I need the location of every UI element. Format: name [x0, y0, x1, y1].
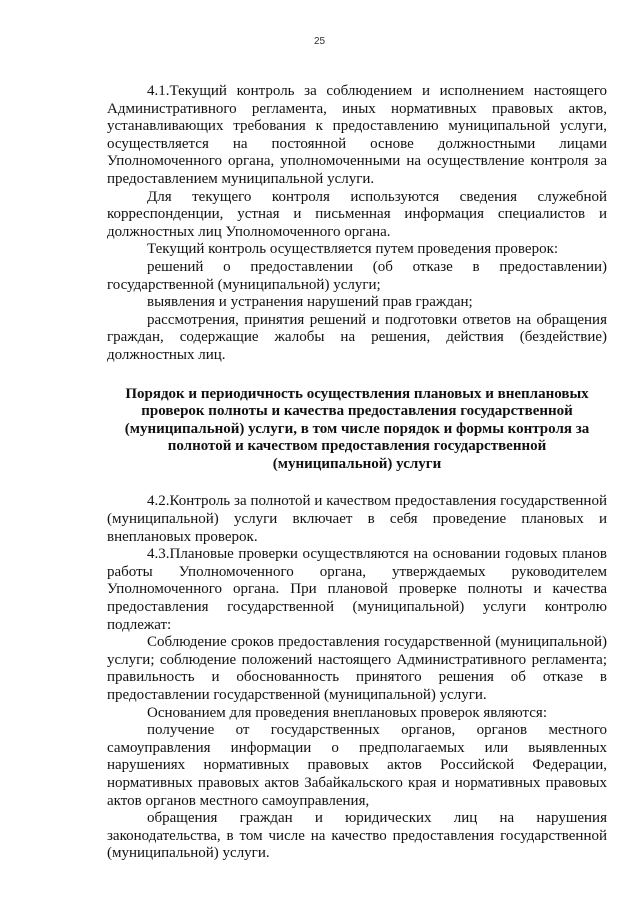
paragraph-decisions: решений о предоставлении (об отказе в предоставлении) государственной (муниципальной) услуги;	[107, 258, 607, 293]
paragraph-current-control-checks: Текущий контроль осуществляется путем проведения проверок:	[147, 241, 559, 258]
paragraph-4-1: 4.1.Текущий контроль за соблюдением и исполнением настоящего Административного регламента, иных нормативных правовых актов, устанавливающих требования к предоставлению муниципальной услуги, осуществляется на постоянной основе должностными лицами Уполномоченного органа, уполномоченными на осуществление контроля за предоставлением муниципальной услуги.	[107, 83, 607, 187]
paragraph-citizen-appeals: обращения граждан и юридических лиц на нарушения законодательства, в том числе на качество предоставления государственной (муниципальной) услуги.	[107, 810, 607, 862]
paragraph-control-subjects: Соблюдение сроков предоставления государственной (муниципальной) услуги; соблюдение положений настоящего Административного регламента; правильность и обоснованность принятого решения об отказе в предоставлении государственной (муниципальной) услуги.	[107, 634, 607, 703]
page-number: 25	[313, 36, 326, 47]
paragraph-violations: выявления и устранения нарушений прав граждан;	[147, 294, 473, 311]
document-body	[107, 83, 607, 863]
paragraph-4-2: 4.2.Контроль за полнотой и качеством предоставления государственной (муниципальной) услуги включает в себя проведение плановых и внеплановых проверок.	[107, 493, 607, 545]
paragraph-complaints: рассмотрения, принятия решений и подготовки ответов на обращения граждан, содержащие жалобы на решения, действия (бездействие) должностных лиц.	[107, 311, 607, 363]
paragraph-4-3: 4.3.Плановые проверки осуществляются на основании годовых планов работы Уполномоченного органа, утверждаемых руководителем Уполномоченного органа. При плановой проверке полноты и качества предоставления государственной (муниципальной) услуги контролю подлежат:	[107, 546, 607, 633]
paragraph-unplanned-grounds: Основанием для проведения внеплановых проверок являются:	[147, 704, 547, 721]
section-heading: Порядок и периодичность осуществления плановых и внеплановых проверок полноты и качества предоставления государственной (муниципальной) услуги, в том числе порядок и формы контроля за полнотой и качеством предоставления государственной (муниципальной) услуги	[124, 385, 590, 472]
paragraph-information-received: получение от государственных органов, органов местного самоуправления информации о предполагаемых или выявленных нарушениях нормативных правовых актов Российской Федерации, нормативных правовых актов Забайкальского края и нормативных правовых актов органов местного самоуправления,	[107, 722, 607, 809]
paragraph-current-control-sources: Для текущего контроля используются сведения служебной корреспонденции, устная и письменная информация специалистов и должностных лиц Уполномоченного органа.	[107, 188, 607, 240]
